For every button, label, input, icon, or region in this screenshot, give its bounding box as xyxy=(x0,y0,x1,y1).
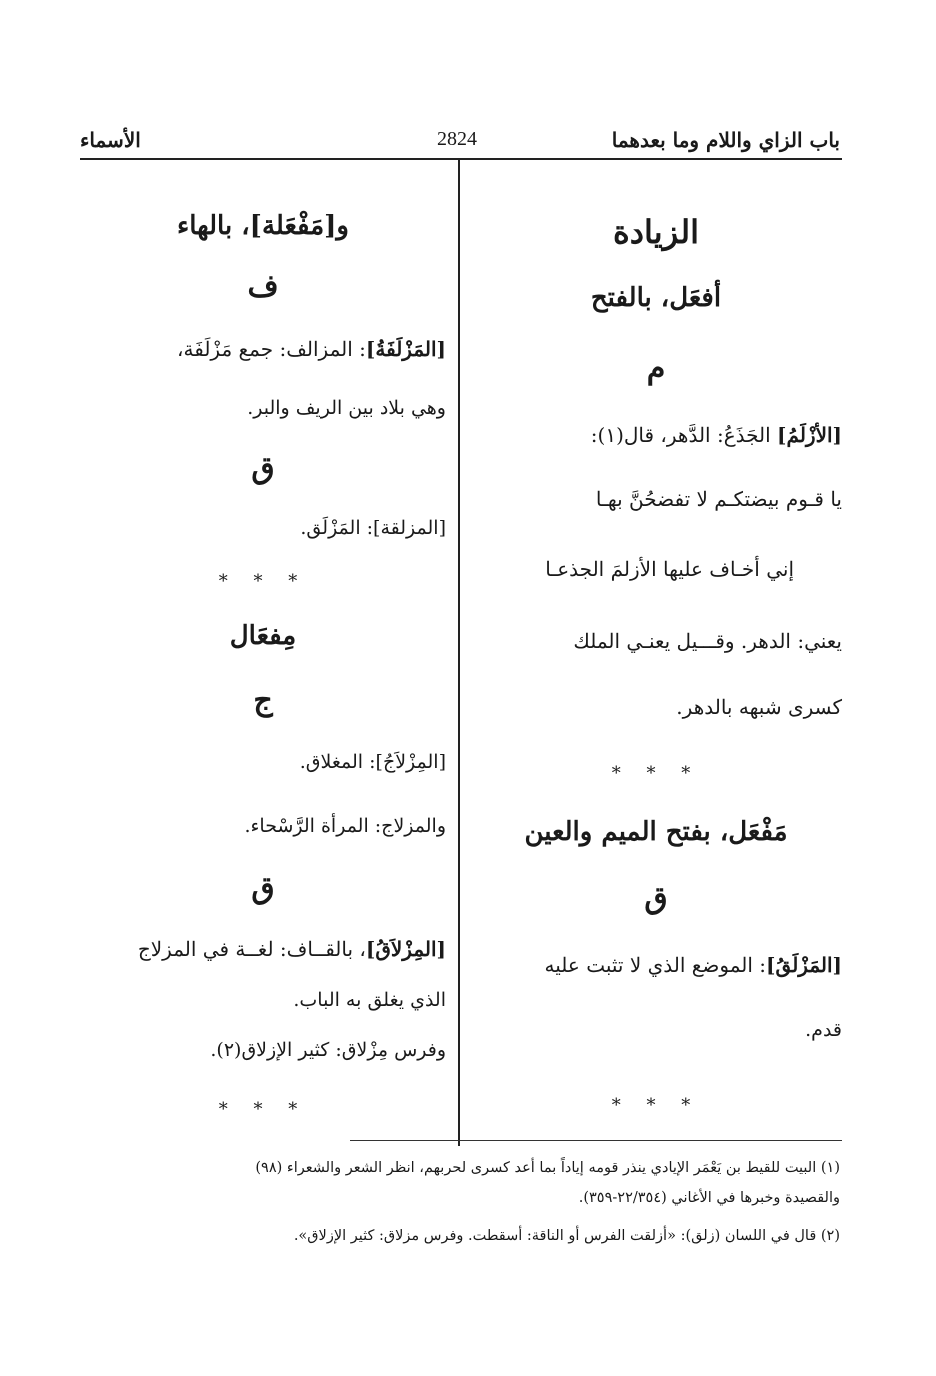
entry-definition: الجَذَعُ: الدَّهر، قال(١): xyxy=(590,423,778,447)
pattern-heading: أفعَل، بالفتح xyxy=(590,283,722,313)
section-separator: * * * xyxy=(218,1099,308,1120)
entry-continuation: الذي يغلق به الباب. xyxy=(293,989,446,1011)
footnote-2: (٢) قال في اللسان (زلق): «أزلقت الفرس أو الناقة: أسقطت. وفرس مزلاق: كثير الإزلاق». xyxy=(293,1228,840,1244)
entry-mizlaj: [المِزْلاَجُ]: المغلاق. xyxy=(299,751,446,773)
running-head-chapter: باب الزاي واللام وما بعدهما xyxy=(611,128,840,152)
entry-mizlaq xyxy=(138,937,446,961)
pattern-heading: و[مَفْعَلة]، بالهاء xyxy=(177,211,349,241)
entry-definition: ، بالقــاف: لغــة في المزلاج xyxy=(137,937,366,961)
letter-heading: ق xyxy=(251,451,275,486)
pattern-heading: مَفْعَل، بفتح الميم والعين xyxy=(524,817,788,847)
letter-heading: م xyxy=(646,351,666,386)
section-separator: * * * xyxy=(611,1095,701,1116)
section-heading: الزيادة xyxy=(613,213,699,251)
entry-definition: : المزالف: جمع مَزْلَفَة، xyxy=(177,337,366,361)
letter-heading: ج xyxy=(253,683,273,718)
letter-heading: ق xyxy=(251,871,275,906)
entry-term: [الأزْلَمُ] xyxy=(777,423,842,447)
footnote-1: (١) البيت للقيط بن يَعْمَر الإيادي ينذر قومه إياداً بما أعد كسرى لحربهم، انظر الشعر والشعراء (٩٨) xyxy=(255,1160,840,1176)
running-head-section: الأسماء xyxy=(80,128,141,152)
verse-line: إني أخـاف عليها الأزلمَ الجذعـا xyxy=(545,557,794,581)
letter-heading: ق xyxy=(644,881,668,916)
entry-continuation: قدم. xyxy=(805,1019,842,1041)
entry-azlam xyxy=(591,423,842,447)
entry-term: [المَزْلَقُ] xyxy=(766,953,842,977)
column-divider xyxy=(458,160,460,1146)
entry-mazlaq xyxy=(545,953,842,977)
explanation-line: كسرى شبهه بالدهر. xyxy=(676,695,842,719)
section-separator: * * * xyxy=(218,571,308,592)
entry-term: [المِزْلاَقُ] xyxy=(365,937,446,961)
letter-heading: ف xyxy=(247,269,279,304)
entry-definition: : الموضع الذي لا تثبت عليه xyxy=(544,953,767,977)
entry-mizlaj-2: والمزلاج: المرأة الرَّسْحاء. xyxy=(244,815,446,837)
pattern-heading: مِفعَال xyxy=(229,621,297,651)
entry-faras: وفرس مِزْلاق: كثير الإزلاق(٢). xyxy=(210,1039,446,1061)
explanation-line: يعني: الدهر. وقـــيل يعنـي الملك xyxy=(573,629,842,653)
page-number: 2824 xyxy=(437,128,477,150)
entry-continuation: وهي بلاد بين الريف والبر. xyxy=(247,397,446,419)
section-separator: * * * xyxy=(611,763,701,784)
entry-mazlafa xyxy=(177,337,446,361)
verse-line: يا قـوم بيضتكـم لا تفضحُنَّ بهـا xyxy=(595,487,842,511)
footnote-1-continuation: والقصيدة وخبرها في الأغاني (٢٢/٣٥٤-٣٥٩). xyxy=(578,1190,840,1206)
footnote-rule xyxy=(350,1140,842,1141)
entry-term: [المَزْلَفَةُ] xyxy=(365,337,446,361)
entry-mazlaqa: [المزلقة]: المَزْلَق. xyxy=(300,517,446,539)
header-rule xyxy=(80,158,842,160)
